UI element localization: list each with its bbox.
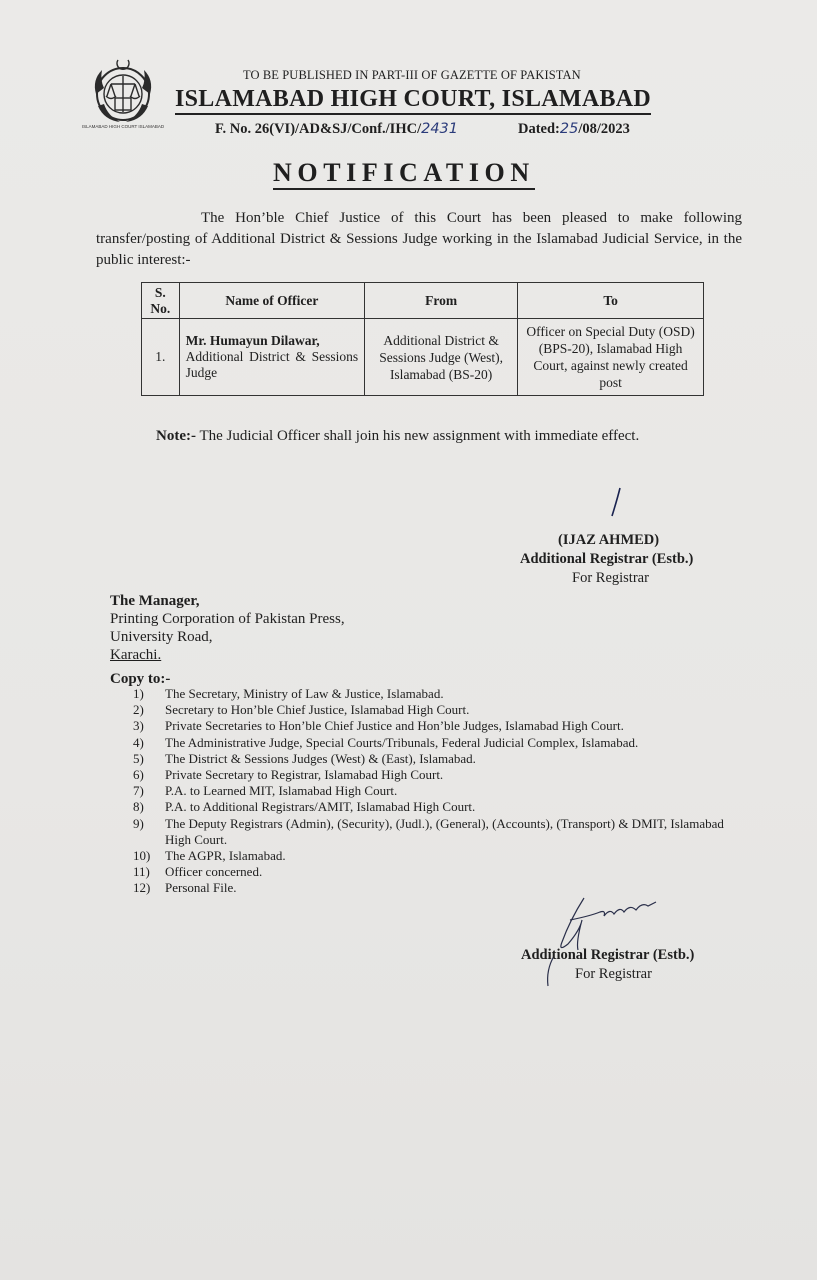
file-number-prefix: F. No. 26(VI)/AD&SJ/Conf./IHC/: [215, 121, 422, 137]
list-item: 9) The Deputy Registrars (Admin), (Security), (Judl.), (General), (Accounts), (Transport) & DMIT, Islamabad High Court.: [133, 815, 724, 847]
note-label: Note:-: [156, 428, 196, 444]
list-item: 5) The District & Sessions Judges (West) & (East), Islamabad.: [133, 750, 476, 766]
signature-mark-icon: [606, 486, 626, 518]
header-to: To: [518, 283, 704, 319]
note-text: The Judicial Officer shall join his new assignment with immediate effect.: [195, 428, 640, 444]
addressee-block: [110, 592, 345, 664]
list-item: 7) P.A. to Learned MIT, Islamabad High Court.: [133, 783, 398, 799]
signatory2-title: Additional Registrar (Estb.): [521, 947, 695, 963]
list-item: 4) The Administrative Judge, Special Courts/Tribunals, Federal Judicial Complex, Islamabad.: [133, 734, 639, 750]
list-item: 1) The Secretary, Ministry of Law & Justice, Islamabad.: [133, 686, 444, 701]
list-item: 8) P.A. to Additional Registrars/AMIT, Islamabad High Court.: [133, 799, 476, 815]
copy-to-list: [133, 686, 753, 897]
list-item: 2) Secretary to Hon’ble Chief Justice, Islamabad High Court.: [133, 702, 470, 718]
emblem-caption: ISLAMABAD HIGH COURT ISLAMABAD: [81, 124, 165, 129]
addressee-line3: University Road,: [110, 629, 213, 645]
intro-paragraph: [96, 208, 742, 271]
table-row: [142, 319, 704, 396]
list-item: 11) Officer concerned.: [133, 864, 263, 880]
officer-designation: Additional District & Sessions Judge: [185, 349, 359, 380]
cell-sno: 1.: [142, 319, 180, 396]
note: [156, 428, 639, 445]
officers-table: [141, 282, 704, 396]
header-sno: S. No.: [142, 283, 180, 319]
court-name: ISLAMABAD HIGH COURT, ISLAMABAD: [175, 86, 651, 115]
date-label: Dated:: [518, 121, 560, 137]
header-name: Name of Officer: [179, 283, 364, 319]
notification-title: NOTIFICATION: [273, 157, 535, 190]
date-rest: /08/2023: [578, 121, 630, 137]
cell-name: [179, 319, 364, 396]
addressee-line1: The Manager,: [110, 593, 200, 609]
signatory-for: For Registrar: [572, 570, 649, 586]
cell-from: Additional District & Sessions Judge (West), Islamabad (BS-20): [365, 319, 518, 396]
officer-name: Mr. Humayun Dilawar,: [185, 333, 320, 348]
addressee-line4: Karachi.: [110, 647, 162, 663]
signatory-name: (IJAZ AHMED): [558, 532, 660, 548]
date-handwritten: 25: [559, 121, 579, 137]
list-item: 3) Private Secretaries to Hon’ble Chief Justice and Hon’ble Judges, Islamabad High Court.: [133, 718, 624, 734]
list-item: 12) Personal File.: [133, 880, 237, 896]
addressee-line2: Printing Corporation of Pakistan Press,: [110, 611, 345, 627]
cell-to: Officer on Special Duty (OSD) (BPS-20), Islamabad High Court, against newly created post: [518, 319, 704, 396]
date-line: [518, 121, 630, 138]
gazette-line: TO BE PUBLISHED IN PART-III OF GAZETTE OF PAKISTAN: [243, 68, 581, 82]
signatory2-for: For Registrar: [575, 966, 652, 982]
file-number-handwritten: 2431: [421, 121, 459, 137]
list-item: 10) The AGPR, Islamabad.: [133, 848, 286, 864]
table-header-row: [142, 283, 704, 319]
signatory-title: Additional Registrar (Estb.): [520, 551, 694, 567]
intro-text: The Hon’ble Chief Justice of this Court has been pleased to make following transfer/posting of Additional District & Sessions Judge working in the Islamabad Judicial Service, in the public interest:-: [96, 210, 742, 268]
copy-to-label: Copy to:-: [110, 671, 171, 687]
file-number: [215, 121, 458, 138]
header-from: From: [365, 283, 518, 319]
list-item: 6) Private Secretary to Registrar, Islamabad High Court.: [133, 767, 444, 783]
